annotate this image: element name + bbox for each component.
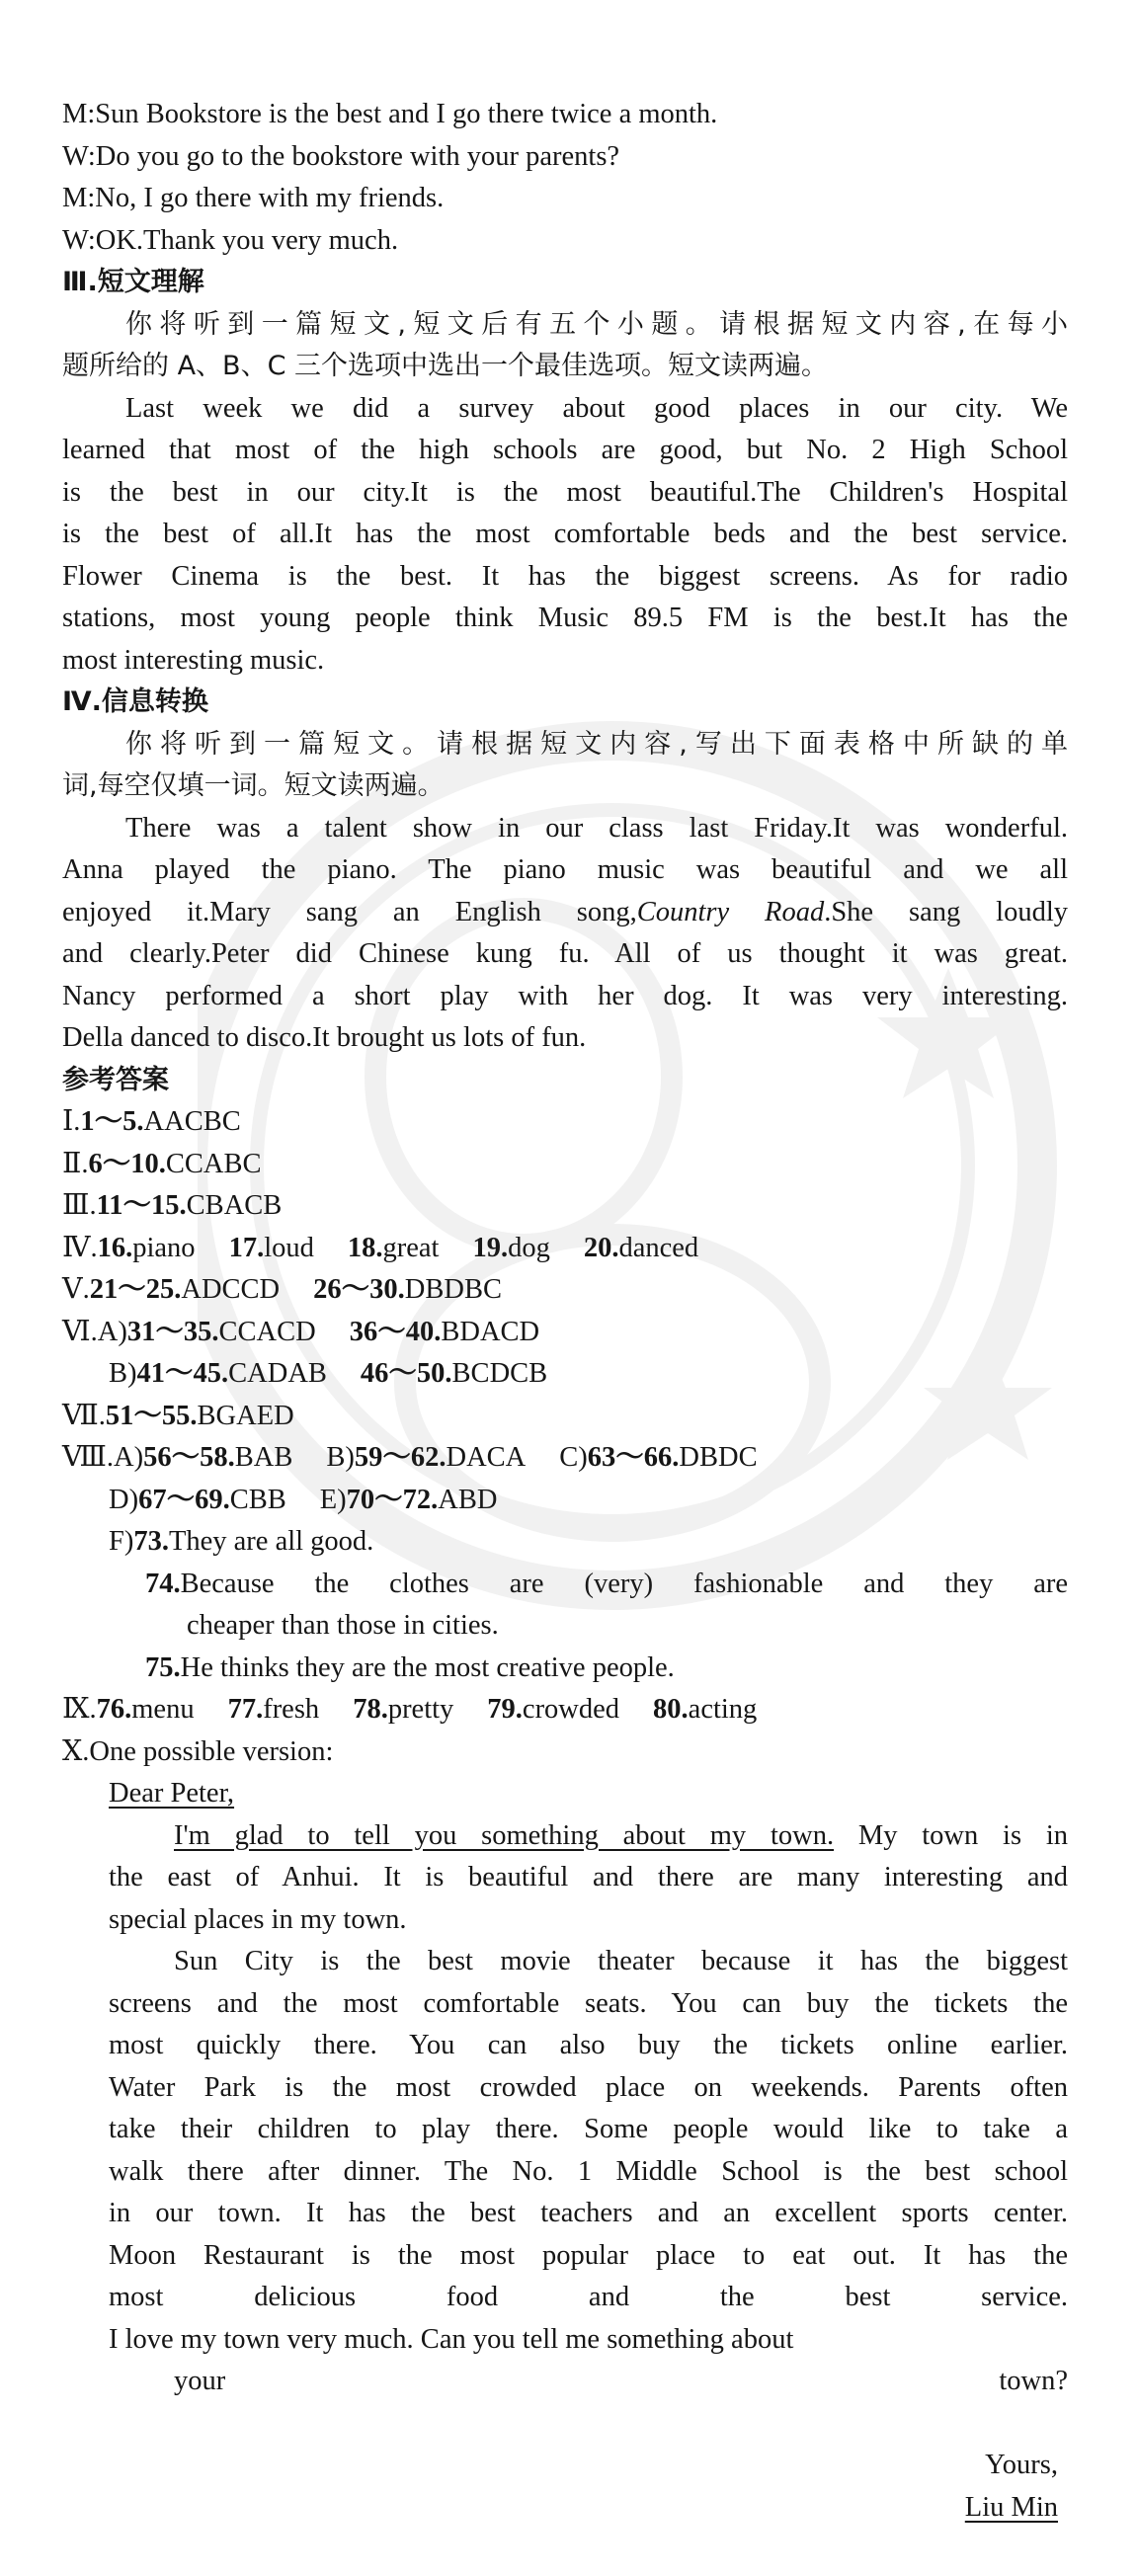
- answer-row: D)67～69.CBB E)70～72.ABD: [109, 1484, 498, 1515]
- letter-greeting: Dear Peter,: [109, 1778, 235, 1809]
- passage-line: is the best in our city.It is the most beautiful.The Children's Hospital: [62, 476, 1068, 508]
- letter-line: your town?: [174, 2366, 1068, 2396]
- passage-line: most interesting music.: [62, 644, 325, 676]
- answer-row: Ⅱ.6～10.CCABC: [62, 1148, 262, 1179]
- answer-row: Ⅵ.A)31～35.CCACD 36～40.BDACD: [62, 1316, 540, 1347]
- answer-row: B)41～45.CADAB 46～50.BCDCB: [109, 1358, 548, 1389]
- answer-row: Ⅷ.A)56～58.BAB B)59～62.DACA C)63～66.DBDC: [62, 1442, 758, 1473]
- section-4-instruction: 你将听到一篇短文。请根据短文内容,写出下面表格中所缺的单: [125, 728, 1068, 760]
- passage-line: learned that most of the high schools are good, but No. 2 High School: [62, 435, 1068, 465]
- letter-line: most quickly there. You can also buy the tickets online earlier.: [109, 2030, 1068, 2060]
- letter-line: screens and the most comfortable seats. You can buy the tickets the: [109, 1987, 1068, 2019]
- letter-line: take their children to play there. Some people would like to take a: [109, 2114, 1068, 2144]
- dialogue-line: W:Do you go to the bookstore with your parents?: [62, 140, 620, 172]
- letter-line: I love my town very much. Can you tell me something about: [109, 2323, 794, 2355]
- passage-line: Flower Cinema is the best. It has the biggest screens. As for radio: [62, 560, 1068, 592]
- passage-line: enjoyed it.Mary sang an English song,Country Road.She sang loudly: [62, 896, 1068, 927]
- answer-row: Ⅴ.21～25.ADCCD 26～30.DBDBC: [62, 1274, 502, 1305]
- passage-line: Anna played the piano. The piano music was beautiful and we all: [62, 854, 1068, 885]
- answer-row: Ⅹ.One possible version:: [62, 1735, 334, 1767]
- passage-line: and clearly.Peter did Chinese kung fu. All of us thought it was great.: [62, 938, 1068, 969]
- song-title: Country Road: [636, 896, 825, 927]
- answer-row: Ⅳ.16.piano 17.loud 18.great 19.dog 20.danced: [62, 1232, 699, 1263]
- letter-line: most delicious food and the best service.: [109, 2282, 1068, 2312]
- letter-line: special places in my town.: [109, 1903, 407, 1935]
- dialogue-line: M:Sun Bookstore is the best and I go there twice a month.: [62, 99, 718, 129]
- letter-line: I'm glad to tell you something about my town. My town is in: [174, 1819, 1068, 1851]
- answer-row: cheaper than those in cities.: [187, 1610, 499, 1641]
- letter-line: in our town. It has the best teachers and an excellent sports center.: [109, 2198, 1068, 2228]
- section-3-heading: Ⅲ.短文理解: [62, 267, 204, 297]
- section-4-instruction: 词,每空仅填一词。短文读两遍。: [62, 770, 445, 801]
- passage-line: Last week we did a survey about good places in our city. We: [125, 392, 1068, 424]
- letter-line: walk there after dinner. The No. 1 Middle School is the best school: [109, 2155, 1068, 2187]
- answer-row: Ⅶ.51～55.BGAED: [62, 1400, 294, 1431]
- letter-line: Sun City is the best movie theater because it has the biggest: [174, 1946, 1068, 1976]
- answer-row: Ⅰ.1～5.AACBC: [62, 1106, 241, 1137]
- letter-line: [62, 2403, 1068, 2446]
- answer-row: Ⅸ.76.menu 77.fresh 78.pretty 79.crowded 80.acting: [62, 1694, 758, 1725]
- passage-line: Della danced to disco.It brought us lots of fun.: [62, 1022, 587, 1053]
- letter-closing: Yours,: [985, 2450, 1058, 2480]
- section-3-instruction: 你将听到一篇短文,短文后有五个小题。请根据短文内容,在每小: [125, 308, 1068, 340]
- passage-line: is the best of all.It has the most comfortable beds and the best service.: [62, 519, 1068, 549]
- answer-row: F)73.They are all good.: [109, 1526, 374, 1557]
- letter-line: Water Park is the most crowded place on weekends. Parents often: [109, 2071, 1068, 2103]
- dialogue-line: M:No, I go there with my friends.: [62, 183, 445, 213]
- letter-signature: Liu Min: [964, 2491, 1058, 2523]
- section-3-instruction: 题所给的 A、B、C 三个选项中选出一个最佳选项。短文读两遍。: [62, 351, 829, 381]
- passage-line: Nancy performed a short play with her dog. It was very interesting.: [62, 980, 1068, 1011]
- section-4-heading: Ⅳ.信息转换: [62, 686, 208, 717]
- answer-row: 75.He thinks they are the most creative people.: [145, 1651, 675, 1683]
- passage-line: There was a talent show in our class last Friday.It was wonderful.: [125, 812, 1068, 844]
- letter-line: the east of Anhui. It is beautiful and there are many interesting and: [109, 1862, 1068, 1892]
- answer-row: Ⅲ.11～15.CBACB: [62, 1190, 283, 1221]
- passage-line: stations, most young people think Music 89.5 FM is the best.It has the: [62, 603, 1068, 633]
- dialogue-line: W:OK.Thank you very much.: [62, 224, 399, 256]
- answers-heading: 参考答案: [62, 1064, 169, 1095]
- answer-row: 74.Because the clothes are (very) fashionable and they are: [145, 1568, 1068, 1599]
- letter-line: Moon Restaurant is the most popular place to eat out. It has the: [109, 2239, 1068, 2271]
